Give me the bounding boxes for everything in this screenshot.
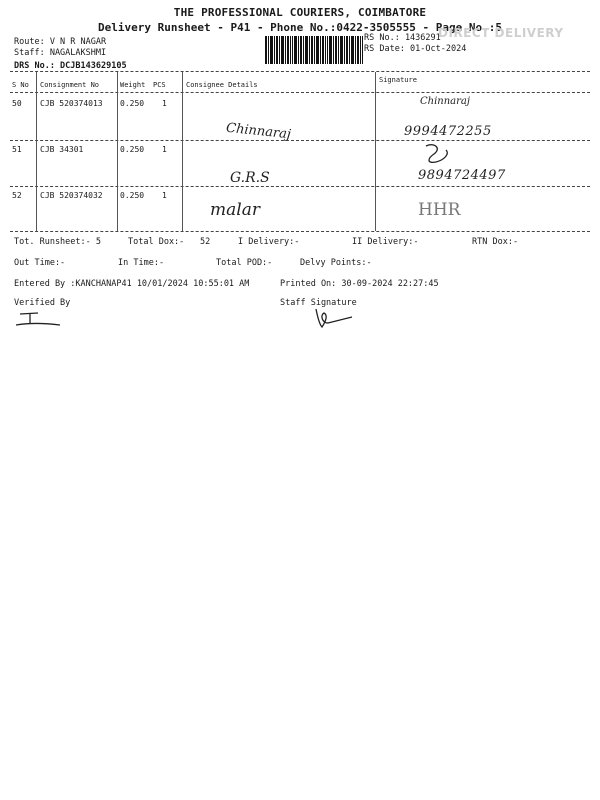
in-time: In Time:- [118, 258, 165, 268]
signature-handwriting: HHR [418, 200, 461, 220]
col-header-weight: Weight [120, 81, 146, 89]
col-divider [375, 72, 376, 231]
row-consignment: CJB 520374032 [40, 191, 103, 200]
col-header-consignment: Consignment No [40, 81, 100, 89]
signature-handwriting: Chinnaraj [420, 96, 470, 107]
row-pcs: 1 [162, 145, 167, 154]
staff-signature-label: Staff Signature [280, 298, 357, 308]
row-sno: 51 [12, 145, 22, 154]
consignee-handwriting: Chinnaraj [225, 120, 292, 143]
col-header-pcs: PCS [153, 81, 166, 89]
row-consignment: CJB 520374013 [40, 99, 103, 108]
col-divider [182, 72, 183, 231]
row-weight: 0.250 [120, 145, 145, 154]
signature-phone: 9894724497 [418, 168, 506, 183]
rs-date: RS Date: 01-Oct-2024 [364, 44, 467, 54]
col-divider [36, 72, 37, 231]
total-dox-label: Total Dox:- [128, 237, 185, 247]
rs-number: RS No.: 1436291 [364, 33, 441, 43]
verified-by-label: Verified By [14, 298, 71, 308]
row-consignment: CJB 34301 [40, 145, 84, 154]
direct-delivery-stamp: DIRECT DELIVERY [438, 26, 564, 40]
ii-delivery: II Delivery:- [352, 237, 419, 247]
verifier-signature [14, 310, 64, 330]
row-pcs: 1 [162, 191, 167, 200]
staff-signature-mark [308, 305, 356, 331]
table-header-rule [10, 92, 590, 93]
signature-phone: 9994472255 [404, 124, 492, 139]
entered-by: Entered By :KANCHANAP41 10/01/2024 10:55:01 AM [14, 279, 250, 289]
runsheet-subtitle: Delivery Runsheet - P41 - Phone No.:0422-3505555 - Page No.:5 [98, 21, 502, 34]
printed-on: Printed On: 30-09-2024 22:27:45 [280, 279, 439, 289]
consignee-handwriting: G.R.S [230, 170, 270, 186]
col-divider [117, 72, 118, 231]
consignee-handwriting: malar [210, 200, 260, 220]
rtn-dox: RTN Dox:- [472, 237, 519, 247]
row-sno: 50 [12, 99, 22, 108]
table-bottom-rule [10, 231, 590, 232]
row-50-rule [10, 140, 590, 141]
col-header-signature: Signature [379, 76, 417, 84]
route-label: Route: V N R NAGAR [14, 37, 107, 47]
row-51-rule [10, 186, 590, 187]
row-weight: 0.250 [120, 99, 145, 108]
total-pod: Total POD:- [216, 258, 273, 268]
total-dox-value: 52 [200, 237, 211, 247]
total-runsheet: Tot. Runsheet:- 5 [14, 237, 101, 247]
out-time: Out Time:- [14, 258, 66, 268]
col-header-consignee: Consignee Details [186, 81, 258, 89]
barcode-image [265, 36, 363, 64]
row-pcs: 1 [162, 99, 167, 108]
col-header-sno: S No [12, 81, 29, 89]
delvy-points: Delvy Points:- [300, 258, 372, 268]
row-weight: 0.250 [120, 191, 145, 200]
drs-number: DRS No.: DCJB143629105 [14, 61, 127, 71]
signature-scribble [420, 140, 460, 170]
i-delivery: I Delivery:- [238, 237, 300, 247]
row-sno: 52 [12, 191, 22, 200]
table-top-rule [10, 71, 590, 72]
staff-label: Staff: NAGALAKSHMI [14, 48, 107, 58]
company-title: THE PROFESSIONAL COURIERS, COIMBATORE [173, 6, 427, 19]
